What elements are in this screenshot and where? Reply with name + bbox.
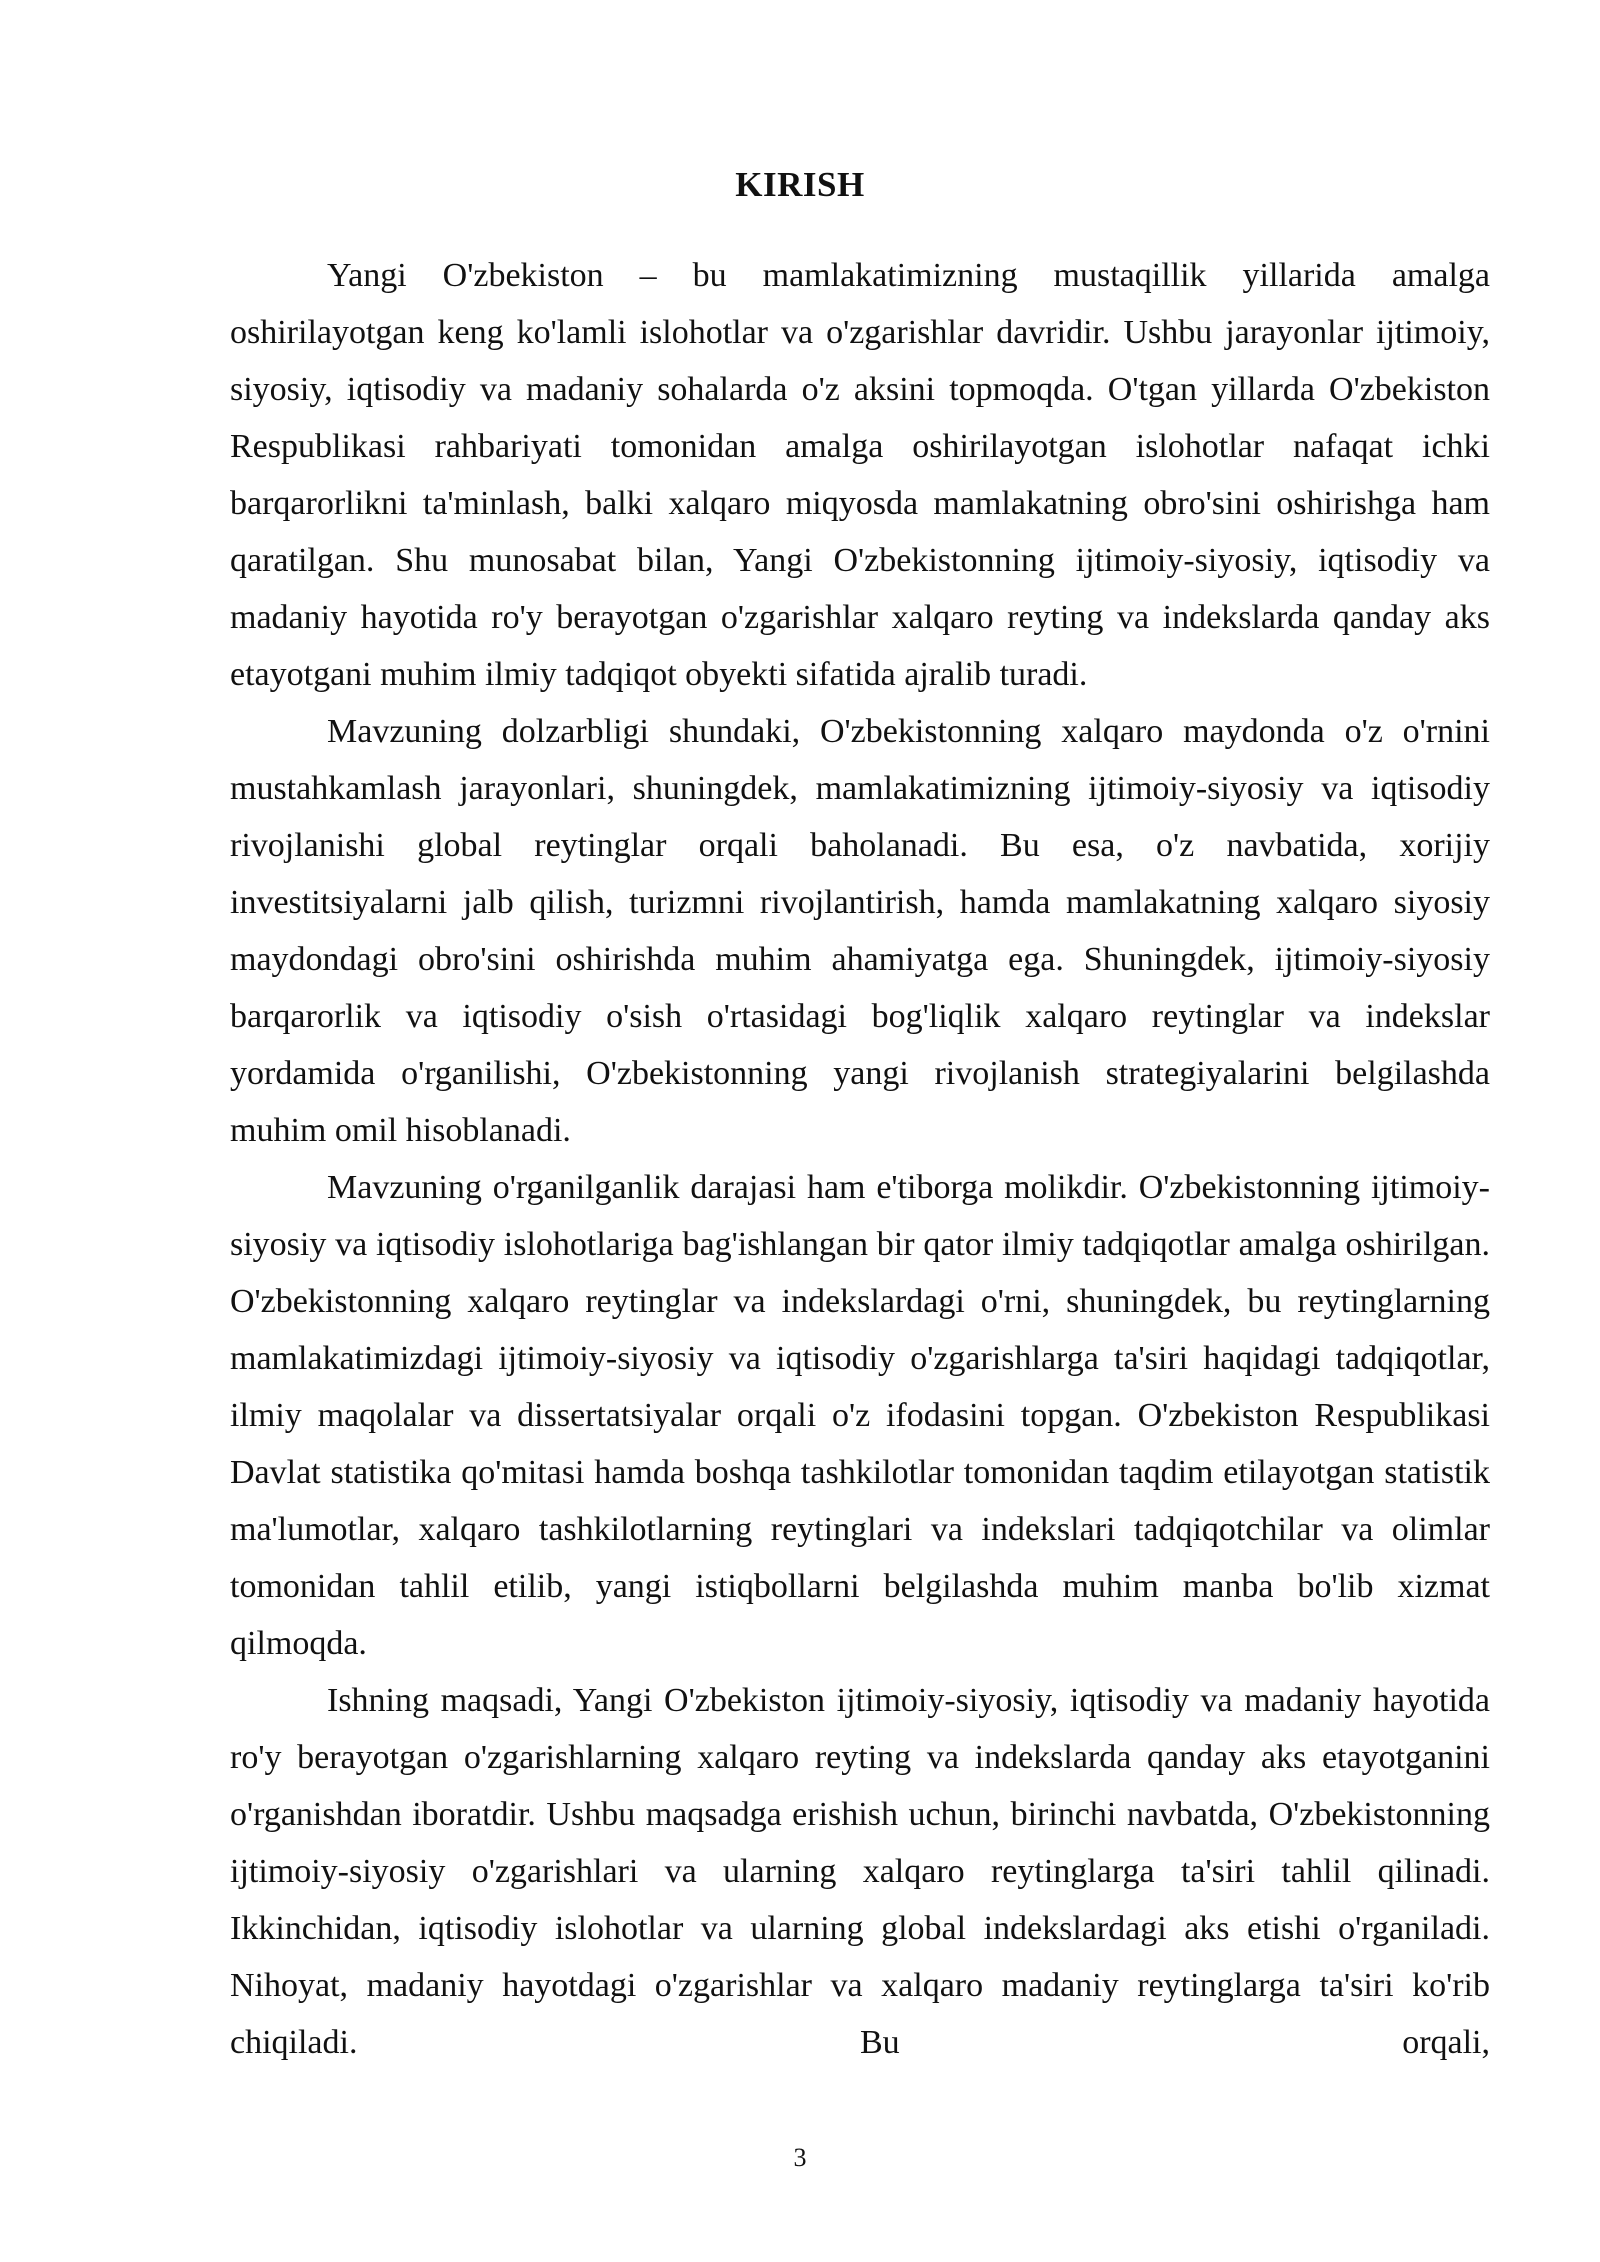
paragraph-study-degree: Mavzuning o'rganilganlik darajasi ham e'tiborga molikdir. O'zbekistonning ijtimoiy-siyosiy va iqtisodiy islohotlariga bag'ishlangan bir qator ilmiy tadqiqotlar amalga oshirilgan. O'zbekistonning xalqaro reytinglar va indekslardagi o'rni, shuningdek, bu reytinglarning mamlakatimizdagi ijtimoiy-siyosiy va iqtisodiy o'zgarishlarga ta'siri haqidagi tadqiqotlar, ilmiy maqolalar va dissertatsiyalar orqali o'z ifodasini topgan. O'zbekiston Respublikasi Davlat statistika qo'mitasi hamda boshqa tashkilotlar tomonidan taqdim etilayotgan statistik ma'lumotlar, xalqaro tashkilotlarning reytinglari va indekslari tadqiqotchilar va olimlar tomonidan tahlil etilib, yangi istiqbollarni belgilashda muhim manba bo'lib xizmat qilmoqda. xyxy=(230,1169,1490,1662)
page-heading: KIRISH xyxy=(735,165,865,204)
paragraph-relevance: Mavzuning dolzarbligi shundaki, O'zbekistonning xalqaro maydonda o'z o'rnini mustahkamlash jarayonlari, shuningdek, mamlakatimizning ijtimoiy-siyosiy va iqtisodiy rivojlanishi global reytinglar orqali baholanadi. Bu esa, o'z navbatida, xorijiy investitsiyalarni jalb qilish, turizmni rivojlantirish, hamda mamlakatning xalqaro siyosiy maydondagi obro'sini oshirishda muhim ahamiyatga ega. Shuningdek, ijtimoiy-siyosiy barqarorlik va iqtisodiy o'sish o'rtasidagi bog'liqlik xalqaro reytinglar va indekslar yordamida o'rganilishi, O'zbekistonning yangi rivojlanish strategiyalarini belgilashda muhim omil hisoblanadi. xyxy=(230,713,1490,1149)
paragraph-goal: Ishning maqsadi, Yangi O'zbekiston ijtimoiy-siyosiy, iqtisodiy va madaniy hayotida ro'y berayotgan o'zgarishlarning xalqaro reyting va indekslarda qanday aks etayotganini o'rganishdan iboratdir. Ushbu maqsadga erishish uchun, birinchi navbatda, O'zbekistonning ijtimoiy-siyosiy o'zgarishlari va ularning xalqaro reytinglarga ta'siri tahlil qilinadi. Ikkinchidan, iqtisodiy islohotlar va ularning global indekslardagi aks etishi o'rganiladi. Nihoyat, madaniy hayotdagi o'zgarishlar va xalqaro madaniy reytinglarga ta'siri ko'rib chiqiladi. Bu orqali, xyxy=(230,1682,1490,2061)
paragraph-intro: Yangi O'zbekiston – bu mamlakatimizning mustaqillik yillarida amalga oshirilayotgan keng ko'lamli islohotlar va o'zgarishlar davridir. Ushbu jarayonlar ijtimoiy, siyosiy, iqtisodiy va madaniy sohalarda o'z aksini topmoqda. O'tgan yillarda O'zbekiston Respublikasi rahbariyati tomonidan amalga oshirilayotgan islohotlar nafaqat ichki barqarorlikni ta'minlash, balki xalqaro miqyosda mamlakatning obro'sini oshirishga ham qaratilgan. Shu munosabat bilan, Yangi O'zbekistonning ijtimoiy-siyosiy, iqtisodiy va madaniy hayotida ro'y berayotgan o'zgarishlar xalqaro reyting va indekslarda qanday aks etayotgani muhim ilmiy tadqiqot obyekti sifatida ajralib turadi. xyxy=(230,257,1490,693)
body-text xyxy=(230,247,1490,2071)
page-number: 3 xyxy=(793,2143,807,2172)
